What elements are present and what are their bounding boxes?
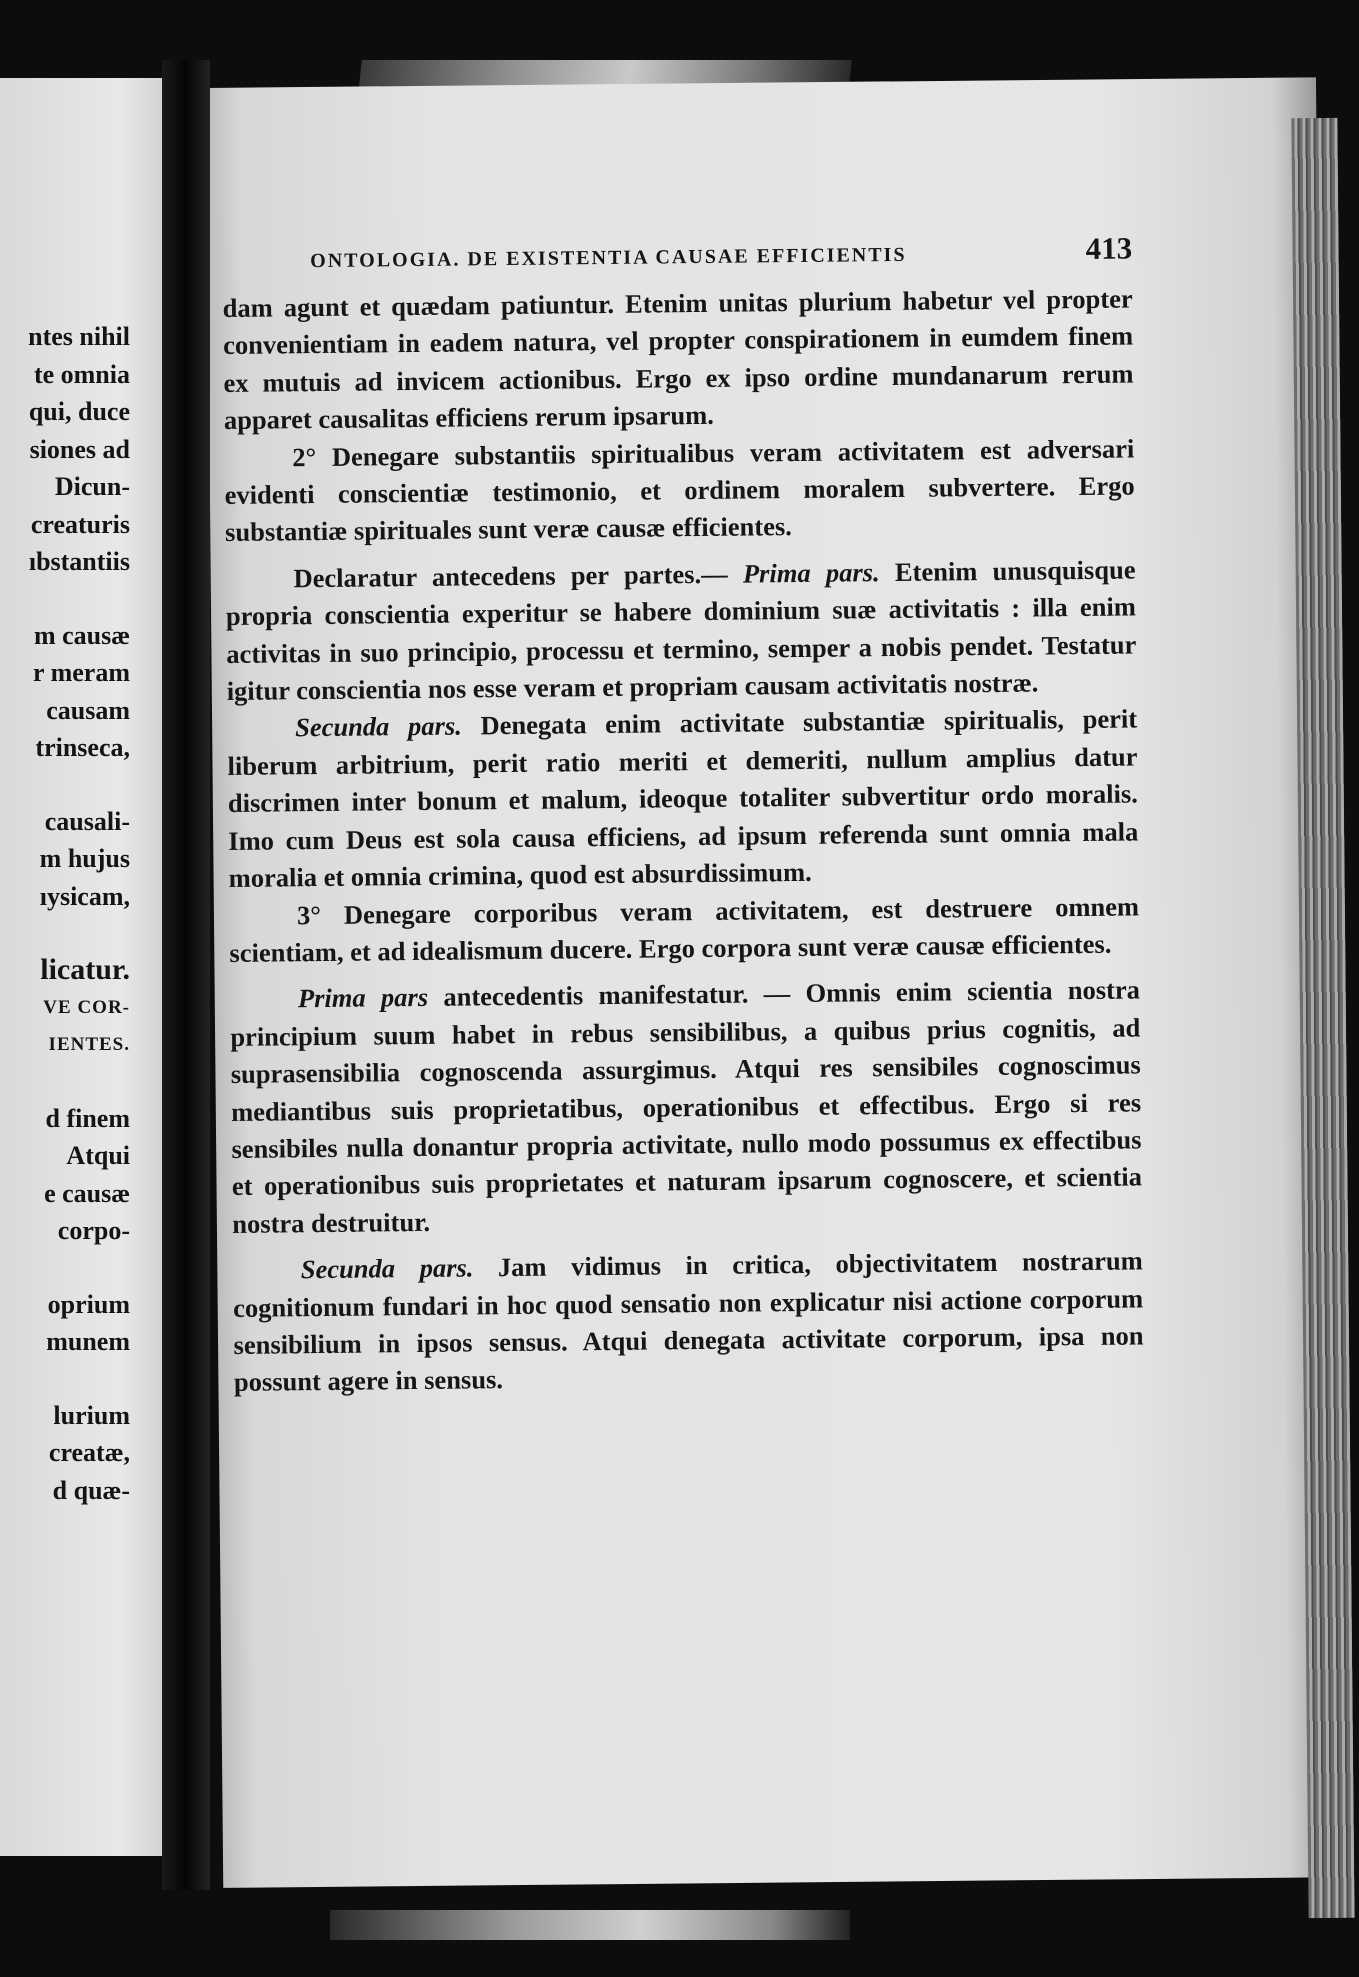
left-line: r meram: [33, 658, 130, 687]
paragraph-6-italic: Prima pars: [297, 982, 429, 1014]
left-line: e causæ: [44, 1178, 130, 1208]
left-line: munem: [46, 1327, 130, 1356]
paragraph-6-text: antecedentis manifestatur. — Omnis enim scientia nostra principium suum habet in rebus sensibilibus, a quibus prius cognitis, ad suprasensibilia cognoscenda assurgimus. Atqui res sensibiles cognoscimus mediantibus suis proprietatibus, operationibus et effectibus. Ergo si res sensibiles nulla donantur propria activitate, nullo modo possumus ex effectibus et operationibus suis proprietates et naturam ipsarum cognoscere, et scientia nostra destruitur.: [230, 974, 1143, 1239]
paragraph-7-text: Jam vidimus in critica, objectivitatem nostrarum cognitionum fundari in hoc quod sensatio non explicatur nisi actione corporum sensibilium in ipsos sensus. Atqui denegata activitate corporum, ipsa non possunt agere in sensus.: [233, 1245, 1144, 1398]
left-line-smallcaps: IENTES.: [48, 1034, 130, 1055]
left-line: te omnia: [33, 359, 130, 389]
scan-bottom-edge: [330, 1910, 850, 1940]
paragraph-3-lead: Declaratur antecedens per partes.—: [293, 558, 744, 594]
left-line-heading: licatur.: [40, 953, 130, 986]
left-line: corpo-: [57, 1216, 130, 1245]
paragraph-7: [233, 1243, 1145, 1402]
left-line: d finem: [45, 1103, 130, 1133]
left-line: ıysicam,: [39, 881, 130, 911]
left-line: ntes nihil: [28, 322, 130, 351]
left-line: causali-: [44, 806, 130, 836]
paragraph-3: [225, 551, 1137, 710]
running-title: ONTOLOGIA. DE EXISTENTIA CAUSAE EFFICIENTIS: [310, 243, 907, 273]
left-line: causam: [46, 695, 130, 725]
left-line: m causæ: [33, 620, 130, 650]
paragraph-1: dam agunt et quædam patiuntur. Etenim unitas plurium habetur vel propter convenientiam in eadem natura, vel propter conspirationem in eumdem finem ex mutuis ad invicem actionibus. Ergo ex ipso ordine mundanarum rerum apparet causalitas efficiens rerum ipsarum.: [222, 283, 1134, 436]
paragraph-3-italic: Prima pars.: [742, 556, 880, 589]
paragraph-4-text: Denegata enim activitate substantiæ spiritualis, perit liberum arbitrium, perit ratio meriti et demeriti, nullum amplius datur discrimen inter bonum et malum, ideoque totaliter subvertitur ordo moralis. Imo cum Deus est sola causa efficiens, ad ipsum referenda sunt omnia mala moralia et omnia crimina, quod est absurdissimum.: [227, 703, 1139, 894]
left-line: Atqui: [66, 1141, 130, 1170]
left-line: oprium: [47, 1289, 130, 1319]
page-number: 413: [1085, 230, 1133, 266]
left-line: Dicun-: [54, 472, 130, 501]
book-gutter: [162, 60, 210, 1890]
left-line: ıbstantiis: [28, 547, 130, 576]
paragraph-3-text: Etenim unusquisque propria conscientia experitur se habere dominium suæ activitatis : illa enim activitas in suo principio, processu et termino, semper a nobis pendet. Testatur igitur conscientia nos esse veram et propriam causam activitatis nostræ.: [225, 554, 1137, 707]
paragraph-7-italic: Secunda pars.: [300, 1252, 474, 1285]
left-line: d quæ-: [52, 1475, 130, 1505]
paragraph-2: 2° Denegare substantiis spiritualibus veram activitatem est adversari evidenti conscientiæ testimonio, et ordinem moralem subvertere. Ergo substantiæ spirituales sunt veræ causæ efficientes.: [224, 433, 1135, 548]
left-line: lurium: [53, 1400, 130, 1430]
left-line: siones ad: [29, 434, 130, 464]
left-line: creaturis: [30, 509, 130, 539]
right-page-content: [222, 230, 1144, 1401]
paragraph-4: [227, 701, 1139, 898]
paragraph-4-italic: Secunda pars.: [294, 710, 462, 743]
body-text: [223, 280, 1145, 1401]
left-line: creatæ,: [48, 1438, 130, 1467]
paragraph-6: [230, 972, 1143, 1243]
left-page-text: [0, 318, 130, 1509]
left-line: m hujus: [39, 844, 130, 873]
left-line-smallcaps: VE COR-: [43, 996, 130, 1018]
left-line: qui, duce: [28, 397, 130, 426]
left-line: trinseca,: [35, 733, 130, 762]
paragraph-5: 3° Denegare corporibus veram activitatem, est destruere omnem scientiam, et ad idealismum ducere. Ergo corpora sunt veræ causæ efficientes.: [229, 890, 1140, 968]
